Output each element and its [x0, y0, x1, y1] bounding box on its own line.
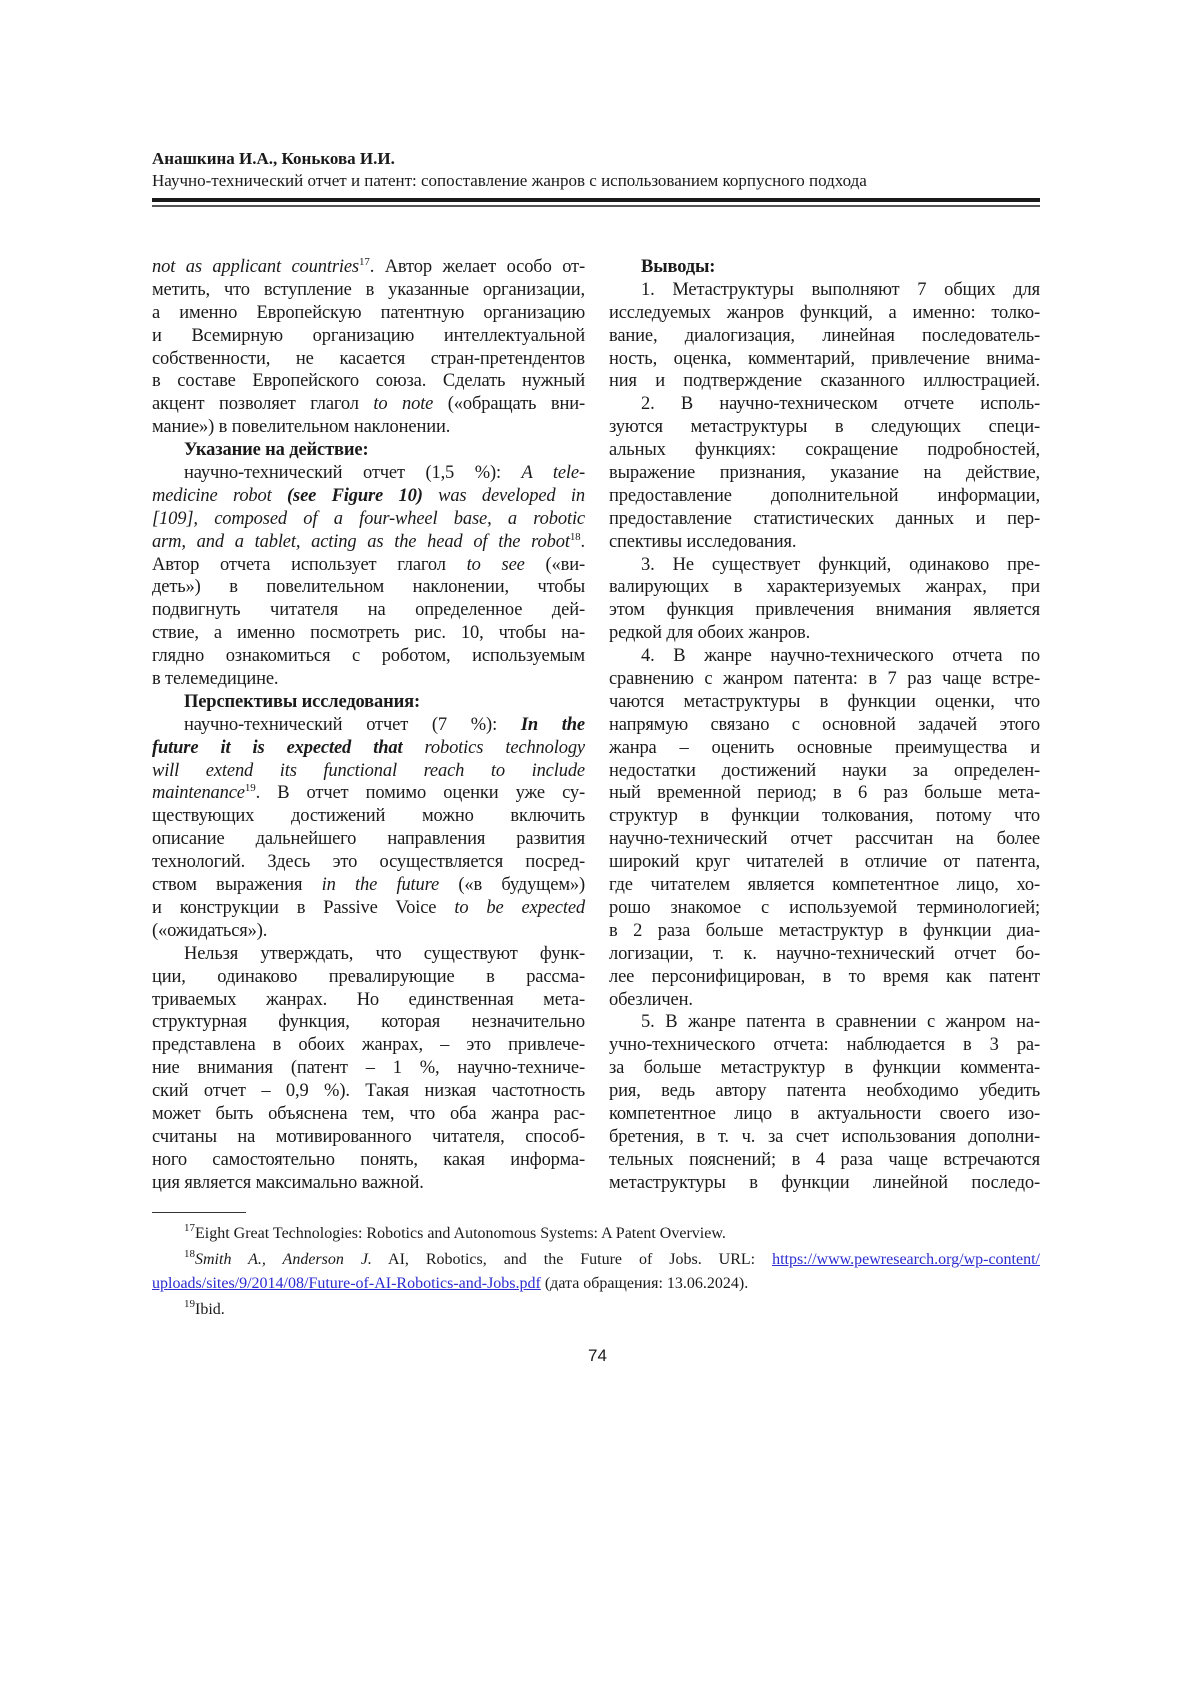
left-column-line — [152, 531, 585, 554]
text-run: метаструктуры в функции линейной последо- — [609, 1173, 1040, 1193]
left-column-line — [152, 348, 585, 371]
text-run: ции, одинаково превалирующие в рассма- — [152, 967, 585, 987]
footnote-marker: 18 — [570, 531, 581, 543]
text-run: описание дальнейшего направления развития — [152, 829, 585, 849]
left-column-line — [152, 874, 585, 897]
right-column-line — [609, 370, 1040, 393]
right-column-line — [609, 256, 1040, 279]
left-column-line — [152, 325, 585, 348]
text-run: ция является максимально важной. — [152, 1173, 424, 1193]
right-text-column — [609, 256, 1040, 1195]
left-column-line — [152, 256, 585, 279]
text-run: акцент позволяет глагол — [152, 394, 373, 414]
left-column-line — [152, 1011, 585, 1034]
url-link[interactable]: https://www.pewresearch.org/wp-content/ — [772, 1251, 1040, 1268]
left-column-line — [152, 805, 585, 828]
text-run: этом функция привлечения внимания является — [609, 600, 1040, 620]
left-column-line — [152, 1172, 585, 1195]
left-column-line — [152, 668, 585, 691]
text-run: исследуемых жанров функций, а именно: толко- — [609, 303, 1040, 323]
text-run: («ви- — [525, 555, 585, 575]
text-run: компетентное лицо в актуальности своего изо- — [609, 1104, 1040, 1124]
text-run: 4. В жанре научно-технического отчета по — [641, 646, 1040, 666]
emphasized-text: (see Figure 10) — [287, 486, 423, 506]
text-run: редкой для обоих жанров. — [609, 623, 810, 643]
right-column-line — [609, 828, 1040, 851]
right-column-line — [609, 1126, 1040, 1149]
right-column-line — [609, 1057, 1040, 1080]
text-run: научно-технический отчет рассчитан на более — [609, 829, 1040, 849]
text-run: Нельзя утверждать, что существуют функ- — [184, 944, 585, 964]
text-run: Eight Great Technologies: Robotics and Autonomous Systems: A Patent Overview. — [195, 1225, 726, 1242]
text-run: спективы исследования. — [609, 532, 796, 552]
right-column-line — [609, 897, 1040, 920]
running-header — [152, 148, 1040, 192]
text-run: учно-технического отчета: наблюдается в 3 ра- — [609, 1035, 1040, 1055]
text-run: за больше метаструктур в функции коммента- — [609, 1058, 1040, 1078]
text-run: ния и подтверждение сказанного иллюстрацией. — [609, 371, 1040, 391]
text-run: ством выражения — [152, 875, 322, 895]
text-run: и Всемирную организацию интеллектуальной — [152, 326, 585, 346]
left-column-line — [152, 966, 585, 989]
text-run: бретения, в т. ч. за счет использования дополни- — [609, 1127, 1040, 1147]
left-text-column — [152, 256, 585, 1195]
left-column-line — [152, 1034, 585, 1057]
left-column-line — [152, 302, 585, 325]
footnote-line — [152, 1272, 1040, 1296]
right-column-line — [609, 279, 1040, 302]
text-run: 2. В научно-техническом отчете исполь- — [641, 394, 1040, 414]
text-run: научно-технический отчет (1,5 %): — [184, 463, 522, 483]
footnote-marker: 19 — [245, 782, 256, 794]
text-run: где читателем является компетентное лицо, хо- — [609, 875, 1040, 895]
left-column-line — [152, 645, 585, 668]
text-run: ный временной период; в 6 раз больше мета- — [609, 783, 1040, 803]
text-run: ного самостоятельно понять, какая информа- — [152, 1150, 585, 1170]
right-column-line — [609, 1103, 1040, 1126]
emphasized-text: to see — [467, 555, 525, 575]
right-column-line — [609, 645, 1040, 668]
right-column-line — [609, 874, 1040, 897]
text-run: в составе Европейского союза. Сделать нужный — [152, 371, 585, 391]
right-column-line — [609, 1149, 1040, 1172]
text-run: 3. Не существует функций, одинаково пре- — [641, 555, 1040, 575]
text-run: собственности, не касается стран-претендентов — [152, 349, 585, 369]
text-run: ский отчет – 0,9 %). Такая низкая частотность — [152, 1081, 585, 1101]
text-run: вание, диалогизация, линейная последователь- — [609, 326, 1040, 346]
text-run: («обращать вни- — [433, 394, 585, 414]
emphasized-text: maintenance — [152, 783, 245, 803]
right-column-line — [609, 485, 1040, 508]
right-column-line — [609, 1034, 1040, 1057]
right-column-line — [609, 851, 1040, 874]
text-run: чаются метаструктуры в функции оценки, что — [609, 692, 1040, 712]
text-run: логизации, т. к. научно-технический отчет бо- — [609, 944, 1040, 964]
section-heading: Указание на действие: — [184, 440, 368, 460]
right-column-line — [609, 1080, 1040, 1103]
footnote-marker: 18 — [184, 1248, 195, 1260]
left-column-line — [152, 508, 585, 531]
emphasized-text: was developed in — [423, 486, 585, 506]
left-column-line — [152, 622, 585, 645]
left-column-line — [152, 393, 585, 416]
text-run: 5. В жанре патента в сравнении с жанром на- — [641, 1012, 1040, 1032]
footnote-line — [152, 1222, 1040, 1246]
emphasized-text: arm, and a tablet, acting as the head of the robot — [152, 532, 570, 552]
right-column-line — [609, 302, 1040, 325]
text-run: предоставление дополнительной информации, — [609, 486, 1040, 506]
url-link[interactable]: uploads/sites/9/2014/08/Future-of-AI-Robotics-and-Jobs.pdf — [152, 1275, 541, 1292]
right-column-line — [609, 348, 1040, 371]
text-run: . В отчет помимо оценки уже су- — [256, 783, 585, 803]
right-column-line — [609, 508, 1040, 531]
left-column-line — [152, 1103, 585, 1126]
text-run: ность, оценка, комментарий, привлечение внима- — [609, 349, 1040, 369]
text-run: структурная функция, которая незначительно — [152, 1012, 585, 1032]
emphasized-text: robotics technology — [402, 738, 585, 758]
emphasized-text: future it is expected that — [152, 738, 402, 758]
right-column-line — [609, 989, 1040, 1012]
text-run: а именно Европейскую патентную организацию — [152, 303, 585, 323]
text-run: ние внимания (патент – 1 %, научно-техниче- — [152, 1058, 585, 1078]
text-run: . — [581, 532, 585, 552]
right-column-line — [609, 325, 1040, 348]
left-column-line — [152, 943, 585, 966]
text-run: деть») в повелительном наклонении, чтобы — [152, 577, 585, 597]
right-column-line — [609, 691, 1040, 714]
left-column-line — [152, 851, 585, 874]
emphasized-text: to note — [373, 394, 433, 414]
text-run: и конструкции в Passive Voice — [152, 898, 454, 918]
header-rule-thick — [152, 198, 1040, 202]
text-run: напрямую связано с основной задачей этого — [609, 715, 1040, 735]
section-heading: Перспективы исследования: — [184, 692, 420, 712]
text-run: . Автор желает особо от- — [370, 257, 585, 277]
left-column-line — [152, 714, 585, 737]
text-run: ствие, а именно посмотреть рис. 10, чтобы на- — [152, 623, 585, 643]
left-column-line — [152, 920, 585, 943]
page-number: 74 — [0, 1346, 1195, 1366]
text-run: в телемедицине. — [152, 669, 278, 689]
text-run: жанра – оценить основные преимущества и — [609, 738, 1040, 758]
footnotes — [152, 1222, 1040, 1322]
text-run: Ibid. — [195, 1301, 225, 1318]
left-column-line — [152, 1126, 585, 1149]
text-run: рия, ведь автору патента необходимо убедить — [609, 1081, 1040, 1101]
emphasized-text: not as applicant countries — [152, 257, 359, 277]
text-run: триваемых жанрах. Но единственная мета- — [152, 990, 585, 1010]
footnote-separator — [152, 1212, 246, 1213]
footnote-line — [152, 1298, 1040, 1322]
right-column-line — [609, 782, 1040, 805]
right-column-line — [609, 622, 1040, 645]
text-run: представлена в обоих жанрах, – это привлече- — [152, 1035, 585, 1055]
text-run: («ожидаться»). — [152, 921, 267, 941]
right-column-line — [609, 1172, 1040, 1195]
left-column-line — [152, 782, 585, 805]
right-column-line — [609, 760, 1040, 783]
text-run: в 2 раза больше метаструктур в функции диа- — [609, 921, 1040, 941]
text-run: широкий круг читателей в отличие от патента, — [609, 852, 1040, 872]
footnote-marker: 19 — [184, 1298, 195, 1310]
text-run: 1. Метаструктуры выполняют 7 общих для — [641, 280, 1040, 300]
text-run: альных функциях: сокращение подробностей, — [609, 440, 1040, 460]
left-column-line — [152, 599, 585, 622]
text-run: считаны на мотивированного читателя, способ- — [152, 1127, 585, 1147]
right-column-line — [609, 668, 1040, 691]
text-run: (дата обращения: 13.06.2024). — [541, 1275, 748, 1292]
text-run: подвигнуть читателя на определенное дей- — [152, 600, 585, 620]
right-column-line — [609, 1011, 1040, 1034]
left-column-line — [152, 760, 585, 783]
emphasized-text: to be expected — [454, 898, 585, 918]
text-run: зуются метаструктуры в следующих специ- — [609, 417, 1040, 437]
emphasized-text: In the — [521, 715, 585, 735]
right-column-line — [609, 737, 1040, 760]
footnote-marker: 17 — [359, 256, 370, 268]
right-column-line — [609, 554, 1040, 577]
text-run: может быть объяснена тем, что оба жанра рас- — [152, 1104, 585, 1124]
text-run: структур в функции толкования, потому что — [609, 806, 1040, 826]
footnote-marker: 17 — [184, 1222, 195, 1234]
header-article-title: Научно-технический отчет и патент: сопоставление жанров с использованием корпусного подхода — [152, 170, 1040, 192]
text-run: выражение признания, указание на действие, — [609, 463, 1040, 483]
left-column-line — [152, 576, 585, 599]
emphasized-text: [109], composed of a four-wheel base, a robotic — [152, 509, 585, 529]
right-column-line — [609, 920, 1040, 943]
text-run: рошо знакомое с используемой терминологией; — [609, 898, 1040, 918]
emphasized-text: A tele- — [522, 463, 585, 483]
left-column-line — [152, 737, 585, 760]
footnote-line — [152, 1248, 1040, 1272]
text-run: ществующих достижений можно включить — [152, 806, 585, 826]
text-run: сравнению с жанром патента: в 7 раз чаще встре- — [609, 669, 1040, 689]
left-column-line — [152, 1057, 585, 1080]
text-run: глядно ознакомиться с роботом, используемым — [152, 646, 585, 666]
left-column-line — [152, 485, 585, 508]
left-column-line — [152, 989, 585, 1012]
left-column-line — [152, 1149, 585, 1172]
left-column-line — [152, 416, 585, 439]
emphasized-text: in the future — [322, 875, 439, 895]
text-run: («в будущем») — [439, 875, 585, 895]
text-run: тельных пояснений; в 4 раза чаще встречаются — [609, 1150, 1040, 1170]
text-run: предоставление статистических данных и пер- — [609, 509, 1040, 529]
header-authors: Анашкина И.А., Конькова И.И. — [152, 148, 1040, 170]
text-run: валирующих в характеризуемых жанрах, при — [609, 577, 1040, 597]
right-column-line — [609, 531, 1040, 554]
right-column-line — [609, 599, 1040, 622]
text-run: технологий. Здесь это осуществляется посред- — [152, 852, 585, 872]
emphasized-text: will extend its functional reach to include — [152, 761, 585, 781]
left-column-line — [152, 554, 585, 577]
section-heading: Выводы: — [641, 257, 715, 277]
left-column-line — [152, 691, 585, 714]
right-column-line — [609, 805, 1040, 828]
left-column-line — [152, 279, 585, 302]
text-run: метить, что вступление в указанные организации, — [152, 280, 585, 300]
text-run: лее персонифицирован, в то время как патент — [609, 967, 1040, 987]
emphasized-text: medicine robot — [152, 486, 287, 506]
left-column-line — [152, 828, 585, 851]
text-run: недостатки достижений науки за определен- — [609, 761, 1040, 781]
right-column-line — [609, 439, 1040, 462]
right-column-line — [609, 393, 1040, 416]
left-column-line — [152, 439, 585, 462]
header-rule-thin — [152, 205, 1040, 207]
left-column-line — [152, 462, 585, 485]
left-column-line — [152, 370, 585, 393]
emphasized-text: Smith A., Anderson J. — [195, 1251, 372, 1268]
right-column-line — [609, 416, 1040, 439]
text-run: научно-технический отчет (7 %): — [184, 715, 521, 735]
right-column-line — [609, 462, 1040, 485]
text-run: обезличен. — [609, 990, 693, 1010]
text-run: Автор отчета использует глагол — [152, 555, 467, 575]
right-column-line — [609, 576, 1040, 599]
text-run: AI, Robotics, and the Future of Jobs. URL: — [372, 1251, 772, 1268]
right-column-line — [609, 943, 1040, 966]
right-column-line — [609, 714, 1040, 737]
left-column-line — [152, 897, 585, 920]
left-column-line — [152, 1080, 585, 1103]
text-run: мание») в повелительном наклонении. — [152, 417, 450, 437]
right-column-line — [609, 966, 1040, 989]
